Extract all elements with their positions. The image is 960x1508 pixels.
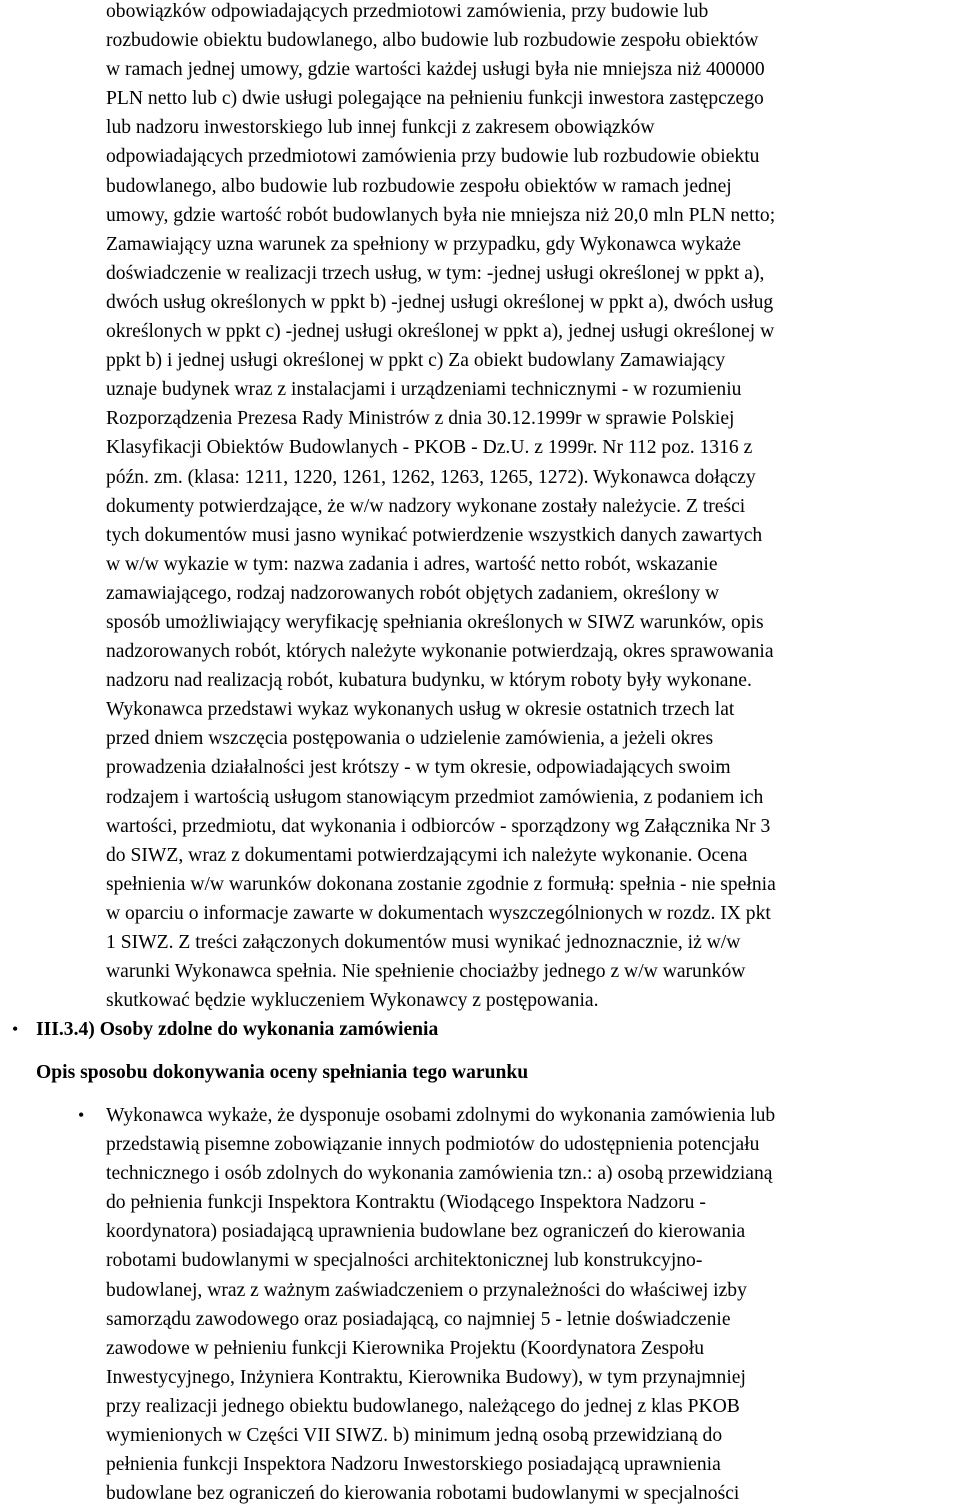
bullet-icon: • (12, 1019, 19, 1039)
bullet-icon: • (78, 1105, 85, 1125)
subheading: Opis sposobu dokonywania oceny spełniania tego warunku (36, 1062, 529, 1083)
paragraph-top: obowiązków odpowiadających przedmiotowi zamówienia, przy budowie lub rozbudowie obiektu budowlanego, albo budowie lub rozbudowie zespołu obiektów w ramach jednej umowy, gdzie wartości każdej usługi była nie mniejsza niż 400000 PLN netto lub c) dwie usługi polegające na pełnieniu funkcji inwestora zastępczego lub nadzoru inwestorskiego lub innej funkcji z zakresem obowiązków odpowiadających przedmiotowi zamówienia przy budowie lub rozbudowie obiektu budowlanego, albo budowie lub rozbudowie zespołu obiektów w ramach jednej umowy, gdzie wartość robót budowlanych była nie mniejsza niż 20,0 mln PLN netto; Zamawiający uzna warunek za spełniony w przypadku, gdy Wykonawca wykaże doświadczenie w realizacji trzech usług, w tym: -jednej usługi określonej w ppkt a), dwóch usług określonych w ppkt b) -jednej usługi określonej w ppkt a), dwóch usług określonych w ppkt c) -jednej usługi określonej w ppkt a), jednej usługi określonej w ppkt b) i jednej usługi określonej w ppkt c) Za obiekt budowlany Zamawiający uznaje budynek wraz z instalacjami i urządzeniami technicznymi - w rozumieniu Rozporządzenia Prezesa Rady Ministrów z dnia 30.12.1999r w sprawie Polskiej Klasyfikacji Obiektów Budowlanych - PKOB - Dz.U. z 1999r. Nr 112 poz. 1316 z późn. zm. (klasa: 1211, 1220, 1261, 1262, 1263, 1265, 1272). Wykonawca dołączy dokumenty potwierdzające, że w/w nadzory wykonane zostały należycie. Z treści tych dokumentów musi jasno wynikać potwierdzenie wszystkich danych zawartych w w/w wykazie w tym: nazwa zadania i adres, wartość netto robót, wskazanie zamawiającego, rodzaj nadzorowanych robót objętych zadaniem, określony w sposób umożliwiający weryfikację spełniania określonych w SIWZ warunków, opis nadzorowanych robót, których należyte wykonanie potwierdzają, okres sprawowania nadzoru nad realizacją robót, kubatura budynku, w którym roboty były wykonane. Wykonawca przedstawi wykaz wykonanych usług w okresie ostatnich trzech lat przed dniem wszczęcia postępowania o udzielenie zamówienia, a jeżeli okres prowadzenia działalności jest krótszy - w tym okresie, odpowiadających swoim rodzajem i wartością usługom stanowiącym przedmiot zamówienia, z podaniem ich wartości, przedmiotu, dat wykonania i odbiorców - sporządzony wg Załącznika Nr 3 do SIWZ, wraz z dokumentami potwierdzającymi ich należyte wykonanie. Ocena spełnienia w/w warunków dokonana zostanie zgodnie z formułą: spełnia - nie spełnia w oparciu o informacje zawarte w dokumentach wyszczególnionych w rozdz. IX pkt 1 SIWZ. Z treści załączonych dokumentów musi wynikać jednoznacznie, iż w/w warunki Wykonawca spełnia. Nie spełnienie chociażby jednego z w/w warunków skutkować będzie wykluczeniem Wykonawcy z postępowania. (106, 1, 776, 1012)
paragraph-bottom: Wykonawca wykaże, że dysponuje osobami zdolnymi do wykonania zamówienia lub przedstawią pisemne zobowiązanie innych podmiotów do udostępnienia potencjału technicznego i osób zdolnych do wykonania zamówienia tzn.: a) osobą przewidzianą do pełnienia funkcji Inspektora Kontraktu (Wiodącego Inspektora Nadzoru - koordynatora) posiadającą uprawnienia budowlane bez ograniczeń do kierowania robotami budowlanymi w specjalności architektonicznej lub konstrukcyjno- budowlanej, wraz z ważnym zaświadczeniem o przynależności do właściwej izby samorządu zawodowego oraz posiadającą, co najmniej 5 - letnie doświadczenie zawodowe w pełnieniu funkcji Kierownika Projektu (Koordynatora Zespołu Inwestycyjnego, Inżyniera Kontraktu, Kierownika Budowy), w tym przynajmniej przy realizacji jednego obiektu budowlanego, należącego do jednej z klas PKOB wymienionych w Części VII SIWZ. b) minimum jedną osobą przewidzianą do pełnienia funkcji Inspektora Nadzoru Inwestorskiego posiadającą uprawnienia budowlane bez ograniczeń do kierowania robotami budowlanymi w specjalności (106, 1105, 776, 1505)
section-heading: III.3.4) Osoby zdolne do wykonania zamówienia (36, 1019, 439, 1040)
